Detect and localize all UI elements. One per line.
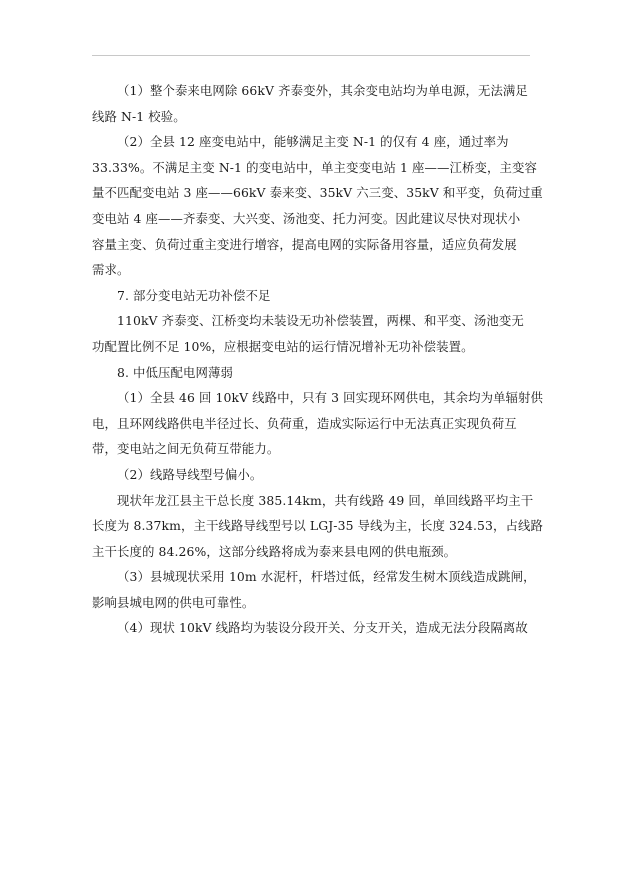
header-rule xyxy=(92,55,530,56)
section-heading: 8. 中低压配电网薄弱 xyxy=(117,364,233,380)
text-line: 带，变电站之间无负荷互带能力。 xyxy=(92,441,280,457)
text-line: 主干长度的 84.26%，这部分线路将成为泰来县电网的供电瓶颈。 xyxy=(92,543,457,559)
text-line: （1）整个泰来电网除 66kV 齐泰变外，其余变电站均为单电源，无法满足 xyxy=(117,83,528,98)
text-line: 长度为 8.37km，主干线路导线型号以 LGJ-35 导线为主，长度 324.53，占线路 xyxy=(92,518,543,534)
text-line: 功配置比例不足 10%，应根据变电站的运行情况增补无功补偿装置。 xyxy=(92,338,474,354)
text-line: 电，且环网线路供电半径过长、负荷重，造成实际运行中无法真正实现负荷互 xyxy=(92,415,517,431)
text-line: 现状年龙江县主干总长度 385.14km，共有线路 49 回，单回线路平均主干 xyxy=(117,492,534,508)
text-line: 110kV 齐泰变、江桥变均未装设无功补偿装置，两棵、和平变、汤池变无 xyxy=(117,313,524,329)
document-body xyxy=(92,78,544,641)
text-line: 变电站 4 座——齐泰变、大兴变、汤池变、托力河变。因此建议尽快对现状小 xyxy=(92,210,521,226)
text-line: 33.33%。不满足主变 N-1 的变电站中，单主变变电站 1 座——江桥变，主变容 xyxy=(92,159,537,175)
text-line: （2）全县 12 座变电站中，能够满足主变 N-1 的仅有 4 座，通过率为 xyxy=(117,134,509,150)
text-line: 需求。 xyxy=(92,262,130,278)
text-line: （3）县城现状采用 10m 水泥杆，杆塔过低，经常发生树木顶线造成跳闸， xyxy=(117,569,536,585)
text-line: 影响县城电网的供电可靠性。 xyxy=(92,594,255,610)
text-line: 容量主变、负荷过重主变进行增容，提高电网的实际备用容量，适应负荷发展 xyxy=(92,236,517,252)
section-heading: 7. 部分变电站无功补偿不足 xyxy=(117,287,271,303)
text-line: （1）全县 46 回 10kV 线路中，只有 3 回实现环网供电，其余均为单辐射供 xyxy=(117,390,544,406)
text-line: （2）线路导线型号偏小。 xyxy=(117,466,263,482)
text-line: （4）现状 10kV 线路均为装设分段开关、分支开关，造成无法分段隔离故 xyxy=(117,620,528,636)
text-line: 线路 N-1 校验。 xyxy=(92,108,186,124)
text-line: 量不匹配变电站 3 座——66kV 泰来变、35kV 六三变、35kV 和平变，负荷过重 xyxy=(92,185,543,201)
